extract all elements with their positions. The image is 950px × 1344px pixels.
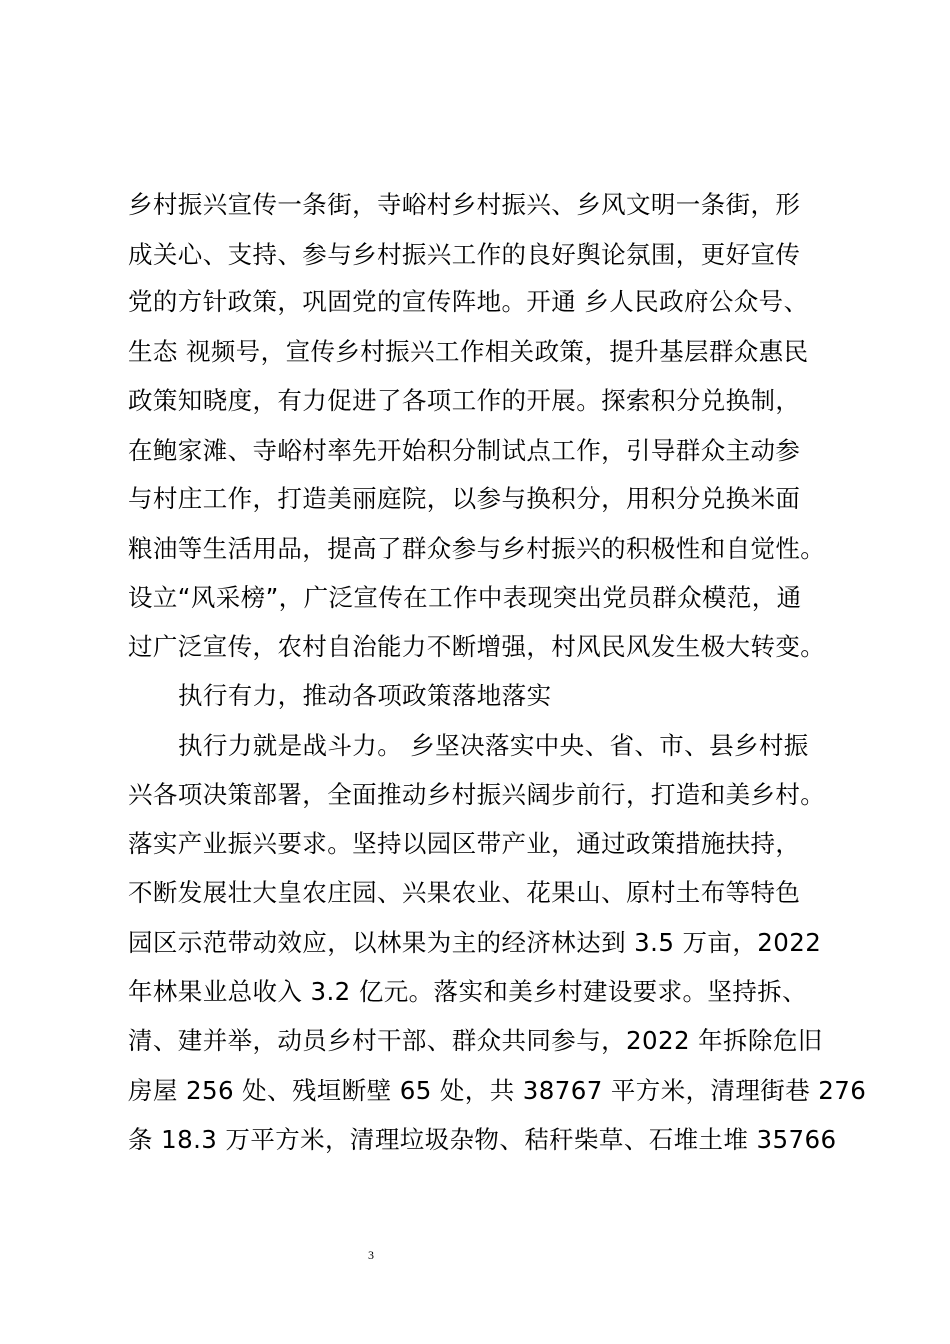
text-line: 乡村振兴宣传一条街，寺峪村乡村振兴、乡风文明一条街，形 (128, 190, 801, 219)
text-line: 执行力就是战斗力。 乡坚决落实中央、省、市、县乡村振 (178, 731, 809, 760)
text-line: 党的方针政策，巩固党的宣传阵地。开通 乡人民政府公众号、 (128, 287, 809, 316)
text-line: 设立“风采榜”，广泛宣传在工作中表现突出党员群众模范，通 (128, 583, 802, 612)
text-line: 生态 视频号，宣传乡村振兴工作相关政策，提升基层群众惠民 (128, 337, 809, 366)
text-line: 年林果业总收入 3.2 亿元。落实和美乡村建设要求。坚持拆、 (128, 977, 808, 1006)
text-line: 条 18.3 万平方米，清理垃圾杂物、秸秆柴草、石堆土堆 35766 (128, 1125, 837, 1154)
text-line: 不断发展壮大皇农庄园、兴果农业、花果山、原村土布等特色 (128, 878, 801, 907)
text-line: 过广泛宣传，农村自治能力不断增强，村风民风发生极大转变。 (128, 632, 826, 661)
text-line: 房屋 256 处、残垣断壁 65 处，共 38767 平方米，清理街巷 276 (128, 1076, 867, 1105)
text-line: 政策知晓度，有力促进了各项工作的开展。探索积分兑换制， (128, 386, 801, 415)
section-heading: 执行有力，推动各项政策落地落实 (178, 681, 552, 710)
page-number: 3 (368, 1248, 374, 1262)
text-line: 成关心、支持、参与乡村振兴工作的良好舆论氛围，更好宣传 (128, 240, 801, 269)
text-line: 在鲍家滩、寺峪村率先开始积分制试点工作，引导群众主动参 (128, 436, 801, 465)
text-line: 清、建并举，动员乡村干部、群众共同参与，2022 年拆除危旧 (128, 1026, 823, 1055)
text-line: 落实产业振兴要求。坚持以园区带产业，通过政策措施扶持， (128, 829, 801, 858)
text-line: 粮油等生活用品，提高了群众参与乡村振兴的积极性和自觉性。 (128, 534, 826, 563)
text-line: 园区示范带动效应，以林果为主的经济林达到 3.5 万亩，2022 (128, 928, 822, 957)
text-line: 兴各项决策部署，全面推动乡村振兴阔步前行，打造和美乡村。 (128, 780, 826, 809)
text-line: 与村庄工作，打造美丽庭院，以参与换积分，用积分兑换米面 (128, 484, 801, 513)
